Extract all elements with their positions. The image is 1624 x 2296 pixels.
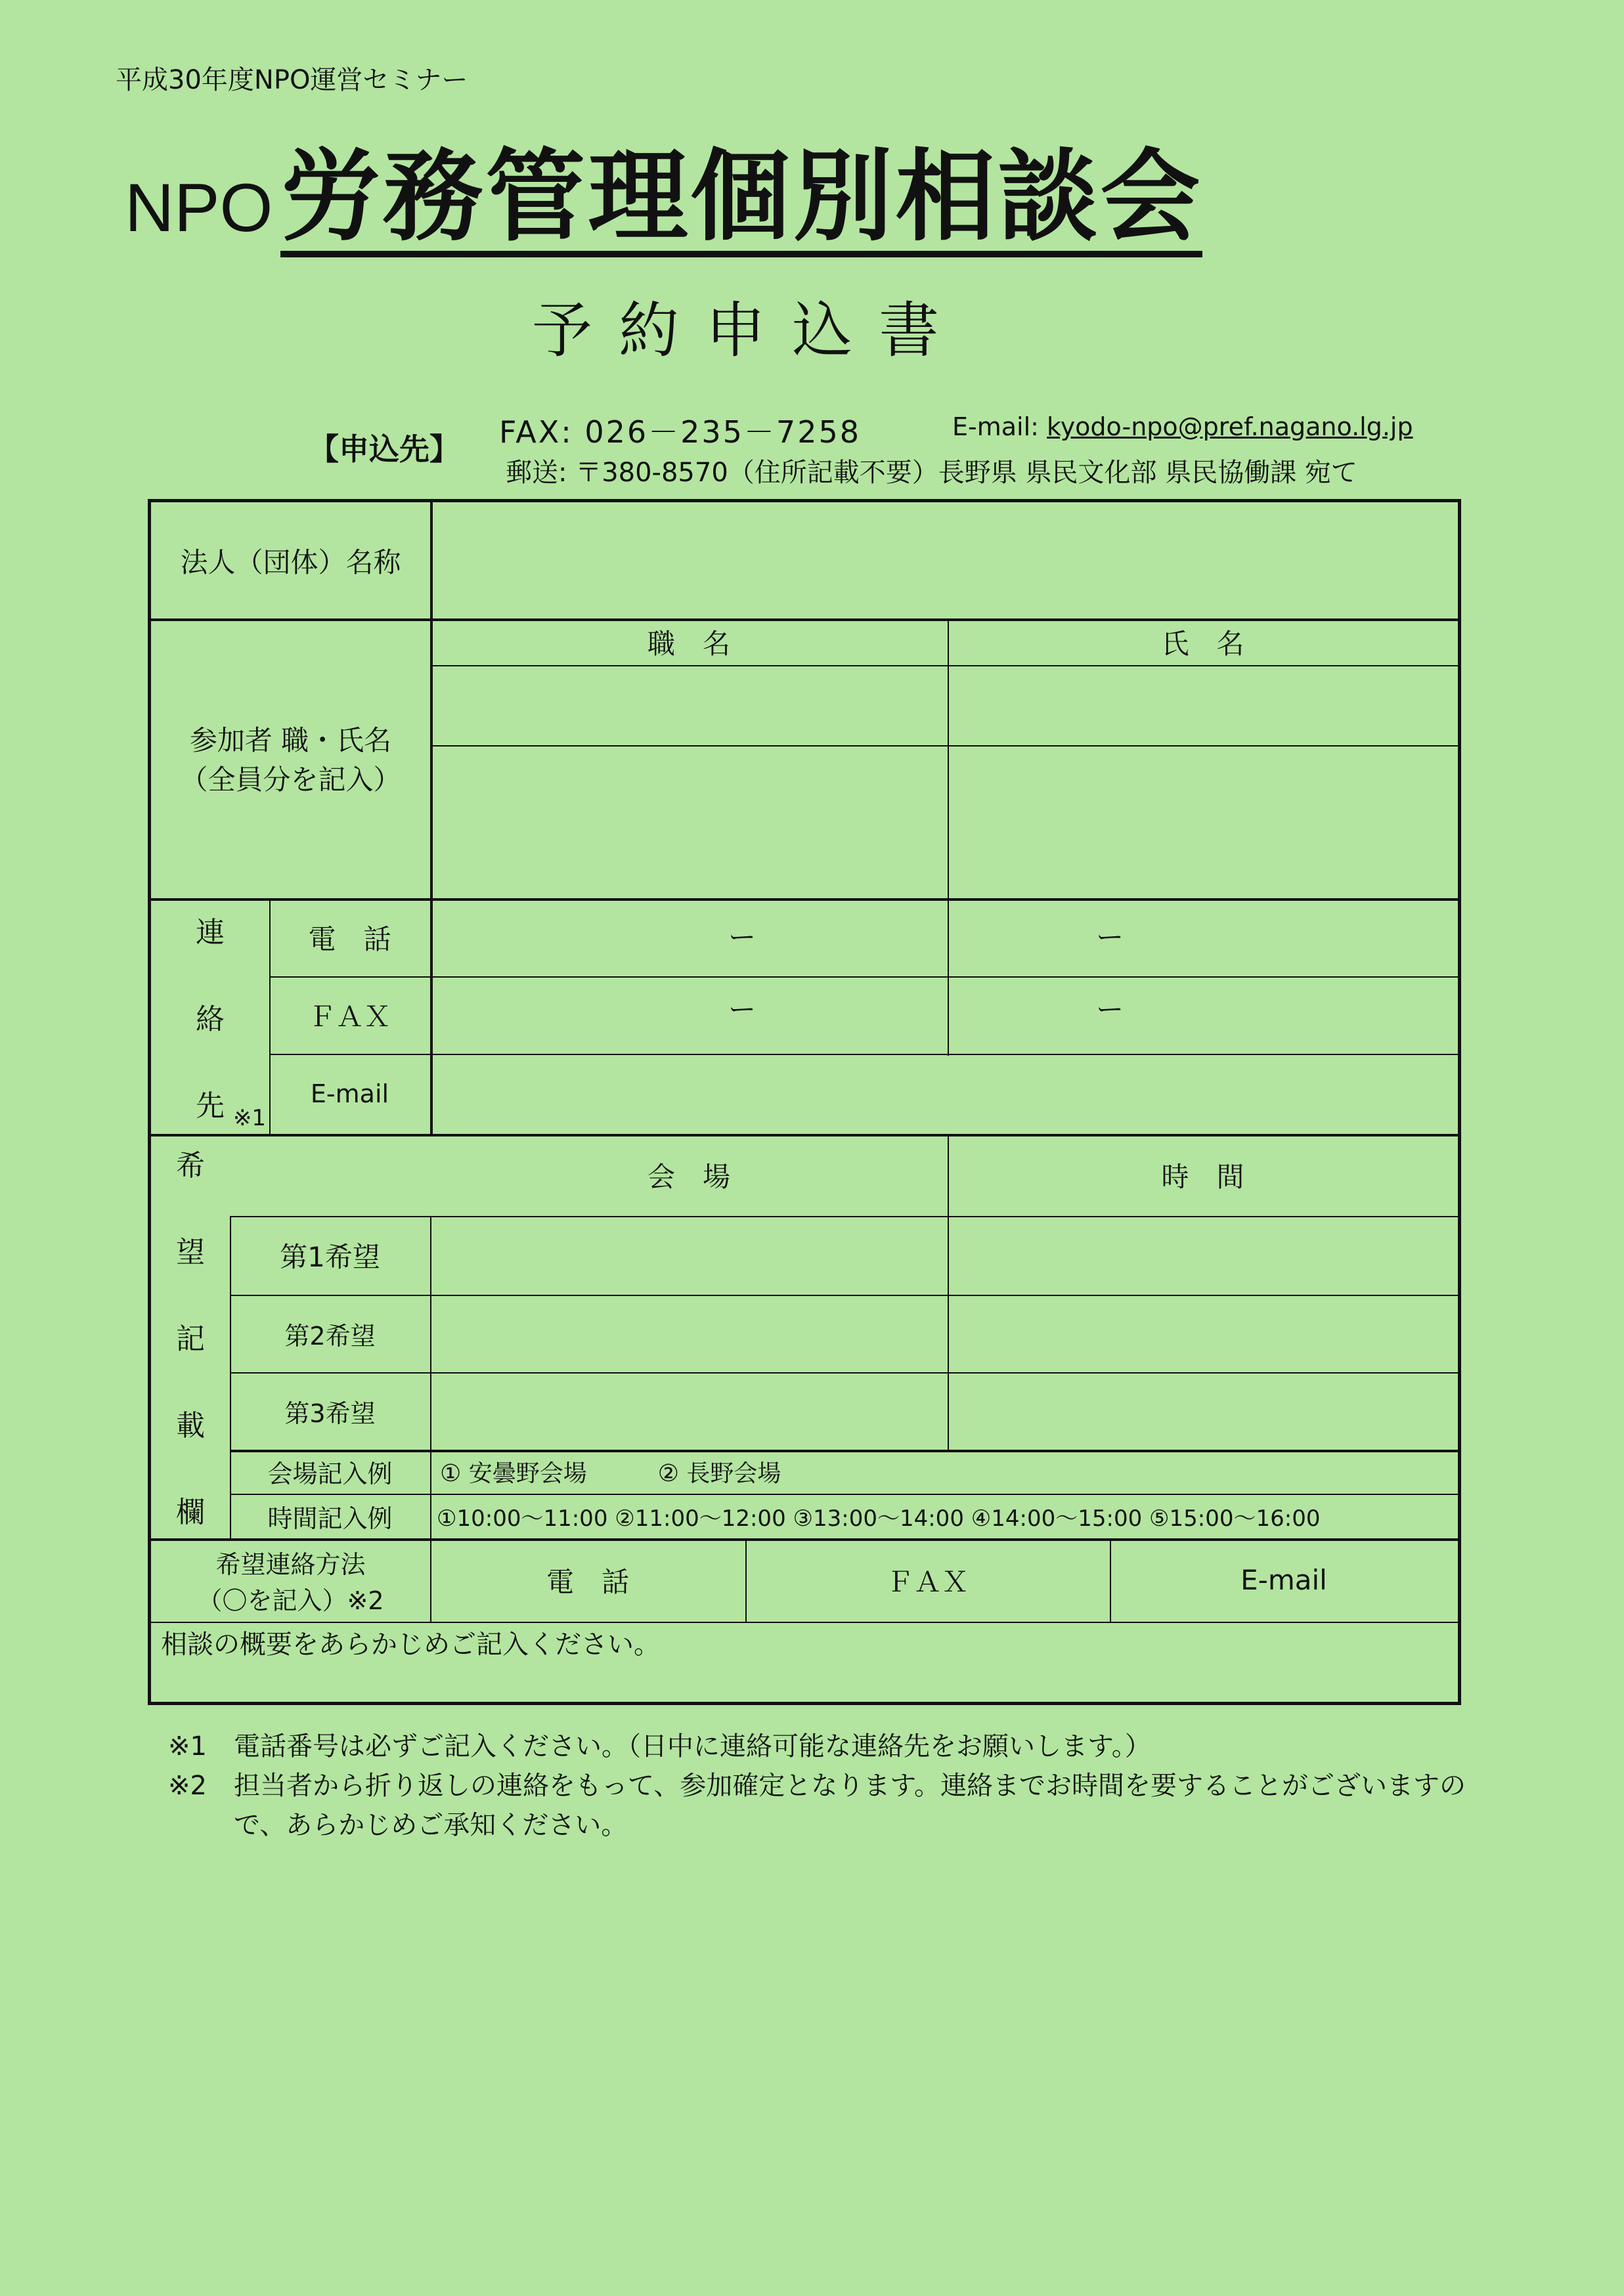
org-name-label: 法人（団体）名称: [180, 546, 401, 578]
column-venue: 会 場: [647, 1160, 730, 1193]
org-name-field[interactable]: [433, 506, 1455, 615]
participants-label: [151, 618, 430, 898]
footnote-text: 担当者から折り返しの連絡をもって、参加確定となります。連絡までお時間を要することがございますので、あらかじめご承知ください。: [234, 1771, 1466, 1840]
participants-label-line1: 参加者 職・氏名: [189, 724, 392, 756]
email-label: E-mail:: [952, 412, 1039, 441]
seminar-label: 平成30年度NPO運営セミナー: [116, 65, 468, 95]
phone-label: 電 話: [308, 922, 391, 955]
phone-dash: ー: [728, 921, 756, 953]
contact-method-label-line2: （〇を記入）※2: [197, 1586, 384, 1615]
email-address[interactable]: kyodo-npo@pref.nagano.lg.jp: [1047, 412, 1413, 441]
contact-char: 連: [196, 915, 225, 949]
contact-method-label-line1: 希望連絡方法: [215, 1549, 366, 1579]
wish-3-label: 第3希望: [284, 1398, 376, 1428]
destination-post: 郵送: 〒380-8570（住所記載不要）長野県 県民文化部 県民協働課 宛て: [506, 458, 1357, 488]
wish-3-venue-field[interactable]: [433, 1375, 944, 1447]
contact-label: [151, 898, 269, 1134]
divider: [430, 665, 1458, 666]
wish-char: 望: [176, 1236, 205, 1269]
fax-label: ＦＡＸ: [308, 1001, 391, 1033]
footnote-text: 電話番号は必ずご記入ください。（日中に連絡可能な連絡先をお願いします。）: [234, 1731, 1151, 1762]
wish-char: 欄: [176, 1496, 205, 1529]
participant-name-field[interactable]: [951, 748, 1455, 896]
footnote: [168, 1727, 1514, 1766]
wish-2-label: 第2希望: [284, 1321, 376, 1351]
contact-method-email[interactable]: E-mail: [1240, 1564, 1327, 1596]
page-title: [125, 139, 1203, 257]
participant-position-field[interactable]: [433, 748, 944, 896]
summary-label: 相談の概要をあらかじめご記入ください。: [161, 1630, 660, 1660]
divider: [430, 1216, 431, 1539]
wish-3-time-field[interactable]: [951, 1375, 1455, 1447]
wish-1-label: 第1希望: [280, 1241, 380, 1273]
wish-2-time-field[interactable]: [951, 1297, 1455, 1370]
contact-note-mark: ※1: [232, 1105, 267, 1131]
contact-method-label: [151, 1538, 430, 1622]
wish-char: 希: [176, 1149, 205, 1182]
wish-1-time-field[interactable]: [951, 1219, 1455, 1292]
time-example-label: 時間記入例: [267, 1504, 393, 1533]
email-field[interactable]: [433, 1056, 1455, 1131]
divider: [269, 1054, 1458, 1055]
fax-dash: ー: [728, 993, 756, 1026]
title-main: 労務管理個別相談会: [280, 144, 1202, 257]
destination-label: 【申込先】: [309, 431, 460, 467]
contact-method-fax[interactable]: ＦＡＸ: [886, 1565, 969, 1598]
divider: [269, 976, 1458, 978]
fax-dash: ー: [1095, 993, 1124, 1026]
wish-char: 記: [176, 1322, 205, 1356]
destination-fax: FAX: 026－235－7258: [499, 414, 862, 450]
venue-example-label: 会場記入例: [267, 1460, 393, 1488]
wish-label: [151, 1134, 230, 1538]
divider: [151, 1622, 1458, 1623]
footnotes: [168, 1727, 1514, 1845]
divider: [430, 745, 1458, 747]
phone-dash: ー: [1095, 921, 1124, 953]
participant-name-field[interactable]: [951, 668, 1455, 743]
page-subtitle: 予約申込書: [532, 295, 966, 366]
column-position: 職 名: [647, 627, 730, 660]
summary-field[interactable]: [154, 1664, 1455, 1704]
column-name: 氏 名: [1161, 627, 1244, 660]
wish-2-venue-field[interactable]: [433, 1297, 944, 1370]
title-prefix: NPO: [125, 170, 273, 246]
column-time: 時 間: [1161, 1160, 1244, 1193]
time-example: ①10:00～11:00 ②11:00～12:00 ③13:00～14:00 ④14:00～15:00 ⑤15:00～16:00: [437, 1505, 1321, 1532]
divider: [430, 502, 433, 1135]
wish-1-venue-field[interactable]: [433, 1219, 944, 1292]
reservation-form: [148, 499, 1461, 1705]
destination-email: [952, 412, 1413, 441]
venue-example: ① 安曇野会場 ② 長野会場: [440, 1460, 781, 1487]
footnote-mark: ※1: [168, 1731, 207, 1762]
participants-label-line2: （全員分を記入）: [180, 764, 401, 796]
participant-position-field[interactable]: [433, 668, 944, 743]
wish-char: 載: [176, 1409, 205, 1442]
footnote-mark: ※2: [168, 1771, 207, 1801]
email-label: E-mail: [310, 1079, 389, 1108]
footnote: [168, 1766, 1514, 1845]
contact-char: 先: [196, 1089, 225, 1123]
contact-method-phone[interactable]: 電 話: [546, 1565, 629, 1598]
contact-char: 絡: [196, 1002, 225, 1036]
